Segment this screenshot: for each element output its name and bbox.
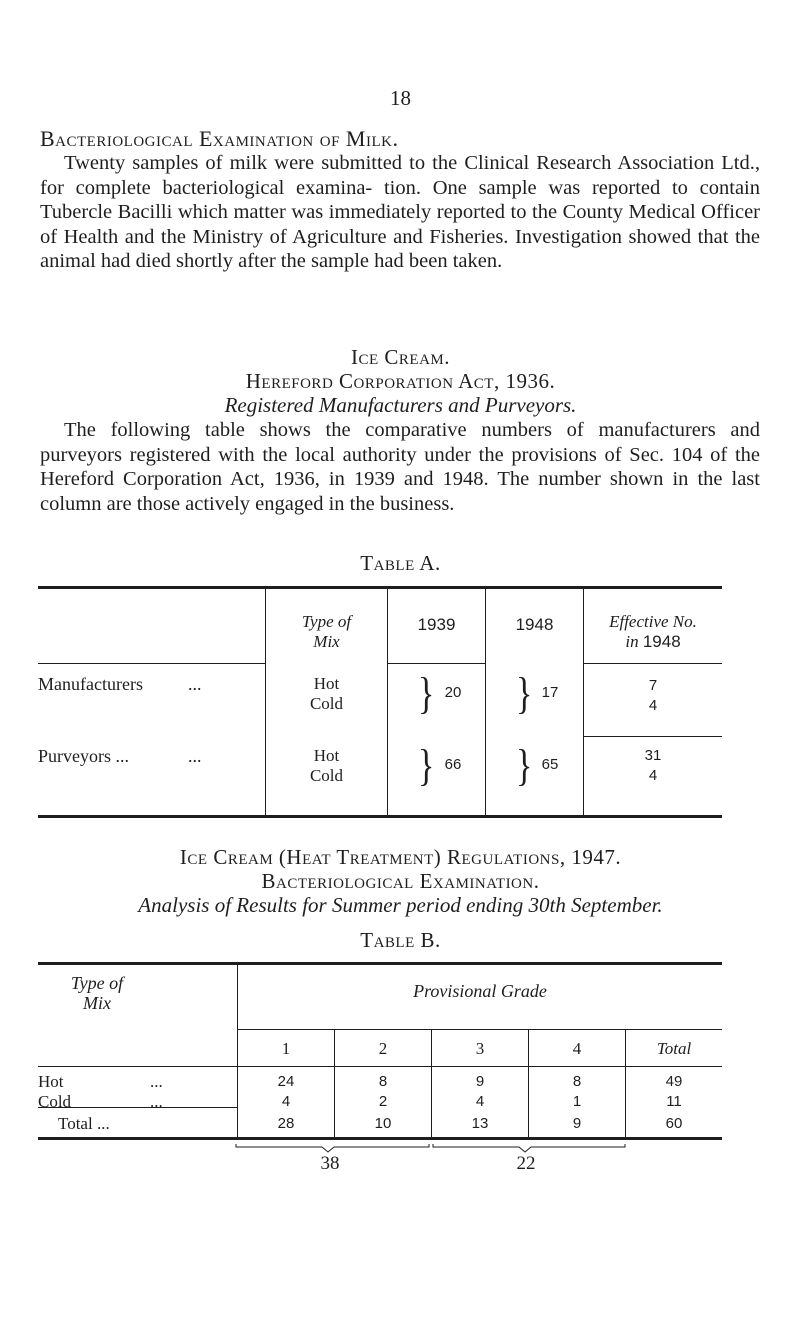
ice-cream-paragraph	[40, 418, 760, 516]
table-b-top-rule	[38, 962, 722, 965]
page-number: 18	[390, 86, 411, 110]
right-brace-icon: }	[418, 670, 435, 719]
cell: 1	[572, 1093, 582, 1110]
right-brace-icon: }	[418, 742, 435, 791]
mix-cold: Cold	[309, 694, 344, 713]
table-a-header-divider	[583, 663, 722, 664]
table-b-row-label-cold: Cold	[38, 1092, 72, 1111]
table-a-top-rule	[38, 586, 722, 589]
table-b-row-labels	[38, 1072, 71, 1112]
table-b-header-divider	[38, 1066, 722, 1067]
mix-hot: Hot	[313, 674, 340, 693]
table-a-bottom-rule	[38, 815, 722, 818]
table-b-header-grade-4: 4	[572, 1039, 582, 1058]
milk-paragraph-text: Twenty samples of milk were submitted to the Clinical Research Association Ltd., for complete bacteriological examina- tion. One sample was reported to contain Tubercle Bacilli which matter was immediately reported to the County Medical Officer of Health and the Ministry of Agriculture and Fisheries. Investigation showed that the animal had died shortly after the sample had been taken.	[40, 152, 760, 272]
table-a-row-label: Manufacturers	[38, 674, 143, 694]
header-text: Type of	[301, 612, 352, 631]
table-b-total-total: 60	[665, 1115, 683, 1132]
table-a-header-1939: 1939	[417, 615, 456, 634]
header-text: 1948	[642, 632, 681, 651]
table-b-header-divider	[238, 1029, 722, 1030]
table-b-total-grade-2: 10	[374, 1115, 392, 1132]
table-b-total-label: Total ...	[58, 1114, 110, 1133]
table-b	[38, 962, 722, 1142]
table-a	[38, 586, 722, 818]
cell: 4	[475, 1093, 485, 1110]
table-b-header-grade-1: 1	[281, 1039, 291, 1058]
under-brace-left-icon	[236, 1144, 429, 1152]
dots: ...	[150, 1092, 163, 1111]
analysis-number: 30	[528, 893, 550, 917]
header-text: Mix	[83, 993, 111, 1013]
header-text: in	[625, 632, 639, 651]
analysis-text: th September.	[549, 893, 663, 917]
bacteriological-subheading: Bacteriological Examination.	[261, 869, 540, 893]
table-a-row-label: Purveyors ...	[38, 746, 129, 766]
ice-cream-heading: Ice Cream.	[350, 345, 450, 369]
header-text: Mix	[313, 632, 340, 651]
table-b-row-dots	[150, 1072, 163, 1112]
table-a-1939-value: 20	[444, 684, 462, 701]
table-a-1939-value: 66	[444, 756, 462, 773]
table-b-col-grade-3	[432, 1072, 528, 1112]
table-b-bottom-rule	[38, 1137, 722, 1140]
table-b-row-label-hot: Hot	[38, 1072, 64, 1091]
brace-sum-right: 22	[516, 1153, 536, 1174]
cell: 9	[475, 1073, 485, 1090]
table-a-title: Table A.	[360, 551, 441, 575]
table-a-effective-cell	[584, 746, 722, 786]
registered-subheading: Registered Manufacturers and Purveyors.	[224, 393, 577, 417]
cell: 11	[666, 1093, 682, 1110]
header-text: Effective No.	[609, 612, 697, 631]
table-b-col-total	[626, 1072, 722, 1112]
mix-cold: Cold	[309, 766, 344, 785]
table-a-effective-cell	[584, 676, 722, 716]
cell: 8	[572, 1073, 582, 1090]
act-heading: Hereford Corporation Act, 1936.	[245, 369, 556, 393]
table-b-header-provisional-grade: Provisional Grade	[413, 981, 547, 1001]
under-brace-right-icon	[433, 1144, 625, 1152]
table-b-title: Table B.	[360, 928, 441, 952]
table-b-total-grade-3: 13	[471, 1115, 489, 1132]
under-brace-group	[0, 1142, 801, 1172]
analysis-text: Analysis of Results for Summer period ending	[138, 893, 524, 917]
table-b-total-grade-1: 28	[277, 1115, 295, 1132]
table-b-total-grade-4: 9	[572, 1115, 582, 1132]
regulations-heading: Ice Cream (Heat Treatment) Regulations, 1947.	[179, 845, 622, 869]
effective-hot: 7	[648, 677, 658, 694]
table-a-header-divider	[388, 663, 486, 664]
table-b-col-grade-4	[529, 1072, 625, 1112]
table-b-col-grade-2	[335, 1072, 431, 1112]
table-a-row-divider	[584, 736, 722, 737]
cell: 2	[378, 1093, 388, 1110]
table-a-mix-cell	[266, 746, 387, 786]
right-brace-icon: }	[516, 670, 533, 719]
table-b-header-grade-2: 2	[378, 1039, 388, 1058]
table-a-row-dots: ...	[188, 674, 202, 694]
milk-heading: Bacteriological Examination of Milk.	[40, 126, 399, 151]
header-text: Type of	[70, 973, 124, 993]
effective-cold: 4	[648, 697, 658, 714]
table-a-header-type-of-mix	[266, 612, 387, 652]
table-a-1948-value: 17	[541, 684, 559, 701]
analysis-line	[0, 893, 801, 918]
effective-hot: 31	[644, 747, 662, 764]
cell: 24	[277, 1073, 295, 1090]
table-b-col-grade-1	[238, 1072, 334, 1112]
mix-hot: Hot	[313, 746, 340, 765]
table-a-header-effective	[584, 612, 722, 652]
dots: ...	[150, 1072, 163, 1091]
table-a-1948-value: 65	[541, 756, 559, 773]
brace-sum-left: 38	[320, 1153, 340, 1174]
table-a-header-1948: 1948	[515, 615, 554, 634]
milk-paragraph	[40, 151, 760, 274]
effective-cold: 4	[648, 767, 658, 784]
right-brace-icon: }	[516, 742, 533, 791]
table-b-header-grade-3: 3	[475, 1039, 485, 1058]
table-a-row-dots: ...	[188, 746, 202, 766]
cell: 49	[665, 1073, 683, 1090]
cell: 4	[281, 1093, 291, 1110]
table-b-header-type-of-mix	[38, 973, 156, 1013]
table-a-header-divider	[38, 663, 266, 664]
ice-cream-paragraph-text: The following table shows the comparative numbers of manufacturers and purveyors registered with the local authority under the provisions of Sec. 104 of the Hereford Corporation Act, 1936, in 1939 and 1948. The number shown in the last column are those actively engaged in the business.	[40, 419, 760, 515]
cell: 8	[378, 1073, 388, 1090]
table-b-header-total: Total	[656, 1039, 692, 1058]
table-a-mix-cell	[266, 674, 387, 714]
